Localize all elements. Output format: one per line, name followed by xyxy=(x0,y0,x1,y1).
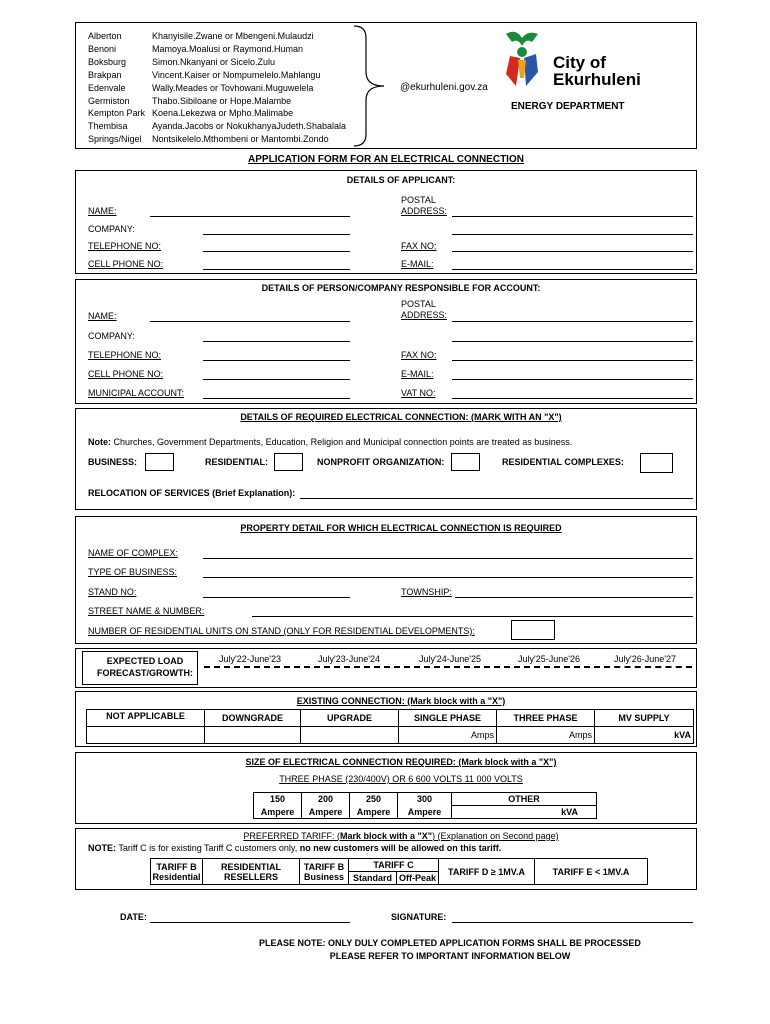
size-heading: SIZE OF ELECTRICAL CONNECTION REQUIRED: (Mark block with a "X") xyxy=(245,757,557,767)
complexes-label: RESIDENTIAL COMPLEXES: xyxy=(502,457,624,467)
complex-name-label: NAME OF COMPLEX: xyxy=(88,548,179,558)
account-cell-label: CELL PHONE NO: xyxy=(88,369,164,379)
contact-area: Kempton Park xyxy=(88,108,146,119)
account-company-label: COMPANY: xyxy=(88,331,135,341)
relocation-label: RELOCATION OF SERVICES (Brief Explanation): xyxy=(88,488,296,498)
existing-connection-table xyxy=(86,709,694,744)
business-label: BUSINESS: xyxy=(88,457,138,467)
applicant-company-label: COMPANY: xyxy=(88,224,135,234)
contact-names: Koena.Lekezwa or Mpho.Malimabe xyxy=(152,108,294,119)
tariff-note-bold: no new customers will be allowed on this tariff. xyxy=(299,843,502,853)
tariff-heading xyxy=(75,831,727,841)
applicant-fax-label: FAX NO: xyxy=(401,241,437,251)
applicant-email-label: E-MAIL: xyxy=(401,259,434,269)
applicant-section xyxy=(75,170,697,274)
stand-label: STAND NO: xyxy=(88,587,137,597)
account-name-field[interactable] xyxy=(150,321,350,322)
account-telephone-label: TELEPHONE NO: xyxy=(88,350,162,360)
tariff-b-bus-line2: Business xyxy=(303,871,345,882)
signature-label: SIGNATURE: xyxy=(391,912,447,922)
forecast-year-3: July'24-June'25 xyxy=(419,654,481,664)
three-phase-cell[interactable]: Amps xyxy=(497,727,595,744)
tariff-e[interactable]: TARIFF E < 1MV.A xyxy=(535,859,648,885)
account-fax-field[interactable] xyxy=(452,360,693,361)
street-field[interactable] xyxy=(252,616,693,617)
forecast-field-3[interactable] xyxy=(404,666,500,668)
tariff-c: TARIFF C xyxy=(349,859,439,872)
contact-row xyxy=(88,44,303,54)
downgrade-cell[interactable] xyxy=(205,727,301,744)
residential-label: RESIDENTIAL: xyxy=(205,457,268,467)
size-200[interactable]: 200 xyxy=(302,793,350,806)
township-label: TOWNSHIP: xyxy=(401,587,452,597)
forecast-year-4: July'25-June'26 xyxy=(518,654,580,664)
account-fax-label: FAX NO: xyxy=(401,350,437,360)
tariff-d[interactable]: TARIFF D ≥ 1MV.A xyxy=(439,859,535,885)
account-heading: DETAILS OF PERSON/COMPANY RESPONSIBLE FOR ACCOUNT: xyxy=(261,283,541,293)
street-label: STREET NAME & NUMBER: xyxy=(88,606,205,616)
tariff-c-offpeak[interactable]: Off-Peak xyxy=(397,872,439,885)
applicant-company-field[interactable] xyxy=(203,234,350,235)
account-company-field[interactable] xyxy=(203,341,350,342)
size-200-unit: Ampere xyxy=(302,806,350,819)
account-postal-field-2[interactable] xyxy=(452,341,693,342)
contact-names: Nontsikelelo.Mthombeni or Mantombi.Zondo xyxy=(152,134,329,145)
size-250-unit: Ampere xyxy=(350,806,398,819)
tariff-note-text: Tariff C is for existing Tariff C customers only, xyxy=(118,843,298,853)
applicant-telephone-label: TELEPHONE NO: xyxy=(88,241,162,251)
tariff-heading-post: ) (Explanation on Second page) xyxy=(432,831,559,841)
applicant-postal-field[interactable] xyxy=(452,216,693,217)
account-vat-field[interactable] xyxy=(452,398,693,399)
stand-field[interactable] xyxy=(203,597,350,598)
account-postal-label-2: ADDRESS: xyxy=(401,310,448,320)
tariff-b-business[interactable] xyxy=(300,859,349,885)
residential-checkbox[interactable] xyxy=(274,453,303,471)
forecast-label-1: EXPECTED LOAD xyxy=(106,656,184,666)
forecast-year-1: July'22-June'23 xyxy=(219,654,281,664)
date-field[interactable] xyxy=(150,922,350,923)
tariff-table xyxy=(150,858,648,885)
size-300[interactable]: 300 xyxy=(398,793,452,806)
account-postal-field[interactable] xyxy=(452,321,693,322)
applicant-postal-label-1: POSTAL xyxy=(401,195,436,205)
account-cell-field[interactable] xyxy=(203,379,350,380)
applicant-cell-field[interactable] xyxy=(203,269,350,270)
units-field[interactable] xyxy=(511,620,555,640)
forecast-year-5: July'26-June'27 xyxy=(614,654,676,664)
contact-area: Benoni xyxy=(88,43,117,54)
nonprofit-checkbox[interactable] xyxy=(451,453,480,471)
contact-row xyxy=(88,83,313,93)
tariff-b-bus-line1: TARIFF B xyxy=(303,861,345,872)
tariff-note xyxy=(88,843,501,853)
applicant-email-field[interactable] xyxy=(452,269,693,270)
tariff-resellers-line2: RESELLERS xyxy=(223,871,278,882)
contact-area: Germiston xyxy=(88,95,130,106)
forecast-field-1[interactable] xyxy=(204,666,300,668)
forecast-field-4[interactable] xyxy=(504,666,600,668)
tariff-resellers-line1: RESIDENTIAL xyxy=(220,861,281,872)
connection-note-label: Note: xyxy=(88,437,111,447)
nonprofit-label: NONPROFIT ORGANIZATION: xyxy=(317,457,445,467)
tariff-b-res-line2: Residential xyxy=(152,871,201,882)
account-name-label: NAME: xyxy=(88,311,117,321)
contact-area: Thembisa xyxy=(88,121,128,132)
existing-heading: EXISTING CONNECTION: (Mark block with a "X") xyxy=(296,696,506,706)
complexes-checkbox[interactable] xyxy=(640,453,673,473)
size-other-unit: kVA xyxy=(452,806,597,819)
contact-names: Simon.Nkanyani or Sicelo.Zulu xyxy=(152,56,276,67)
tariff-heading-bold: Mark block with a "X" xyxy=(340,831,433,841)
complex-name-field[interactable] xyxy=(203,558,693,559)
size-300-unit: Ampere xyxy=(398,806,452,819)
forecast-label-2: FORECAST/GROWTH: xyxy=(97,668,193,678)
account-email-label: E-MAIL: xyxy=(401,369,434,379)
applicant-fax-field[interactable] xyxy=(452,251,693,252)
account-municipal-field[interactable] xyxy=(203,398,350,399)
tariff-resellers[interactable] xyxy=(203,859,300,885)
email-domain: @ekurhuleni.gov.za xyxy=(400,82,488,93)
size-150[interactable]: 150 xyxy=(254,793,302,806)
size-150-unit: Ampere xyxy=(254,806,302,819)
date-label: DATE: xyxy=(120,912,147,922)
contact-row xyxy=(88,121,346,131)
contact-names: Thabo.Sibiloane or Hope.Malambe xyxy=(152,95,292,106)
contact-area: Edenvale xyxy=(88,82,126,93)
property-heading: PROPERTY DETAIL FOR WHICH ELECTRICAL CONNECTION IS REQUIRED xyxy=(240,523,562,533)
not-applicable-cell[interactable] xyxy=(87,727,205,744)
forecast-year-2: July'23-June'24 xyxy=(318,654,380,664)
signature-field[interactable] xyxy=(452,922,693,923)
size-250[interactable]: 250 xyxy=(350,793,398,806)
contact-names: Khanyisile.Zwane or Mbengeni.Mulaudzi xyxy=(152,31,314,41)
city-logo-icon xyxy=(498,28,548,90)
connection-note xyxy=(88,437,572,447)
business-type-field[interactable] xyxy=(203,577,693,578)
mv-supply-cell[interactable]: kVA xyxy=(595,727,694,744)
size-table xyxy=(253,792,597,819)
contact-names: Mamoya.Moalusi or Raymond.Human xyxy=(152,43,304,54)
forecast-field-5[interactable] xyxy=(604,666,692,668)
contact-names: Ayanda.Jacobs or NokukhanyaJudeth.Shabalala xyxy=(152,121,346,132)
upgrade-cell[interactable] xyxy=(301,727,399,744)
footer-note-2: PLEASE REFER TO IMPORTANT INFORMATION BELOW xyxy=(329,951,571,961)
contact-names: Vincent.Kaiser or Nompumelelo.Mahlangu xyxy=(152,69,321,80)
applicant-postal-field-2[interactable] xyxy=(452,234,693,235)
tariff-note-label: NOTE: xyxy=(88,843,116,853)
contact-row xyxy=(88,134,329,144)
contact-area: Alberton xyxy=(88,31,122,41)
single-phase-cell[interactable]: Amps xyxy=(399,727,497,744)
applicant-heading: DETAILS OF APPLICANT: xyxy=(346,175,456,185)
contact-area: Springs/Nigel xyxy=(88,134,142,145)
contact-row xyxy=(88,57,275,67)
applicant-telephone-field[interactable] xyxy=(203,251,350,252)
contact-names: Wally.Meades or Tovhowani.Muguwelela xyxy=(152,82,314,93)
footer-note-1: PLEASE NOTE: ONLY DULY COMPLETED APPLICATION FORMS SHALL BE PROCESSED xyxy=(259,938,641,948)
business-checkbox[interactable] xyxy=(145,453,174,471)
account-telephone-field[interactable] xyxy=(203,360,350,361)
downgrade-label: DOWNGRADE xyxy=(205,710,301,727)
contact-row xyxy=(88,70,320,80)
contact-row xyxy=(88,31,314,41)
form-title: APPLICATION FORM FOR AN ELECTRICAL CONNECTION xyxy=(248,154,524,165)
applicant-postal-label-2: ADDRESS: xyxy=(401,206,448,216)
account-email-field[interactable] xyxy=(452,379,693,380)
not-applicable-label: NOT APPLICABLE xyxy=(87,710,205,727)
contact-row xyxy=(88,96,291,106)
contact-area: Brakpan xyxy=(88,69,122,80)
upgrade-label: UPGRADE xyxy=(301,710,399,727)
connection-note-text: Churches, Government Departments, Education, Religion and Municipal connection points are treated as business. xyxy=(113,437,573,447)
logo-city-of: City of xyxy=(553,53,606,72)
three-phase-label: THREE PHASE xyxy=(497,710,595,727)
tariff-heading-pre: PREFERRED TARIFF: ( xyxy=(243,831,340,841)
size-other[interactable]: OTHER xyxy=(452,793,597,806)
applicant-name-label: NAME: xyxy=(88,206,117,216)
single-phase-label: SINGLE PHASE xyxy=(399,710,497,727)
tariff-b-res-line1: TARIFF B xyxy=(156,861,197,872)
account-vat-label: VAT NO: xyxy=(401,388,436,398)
relocation-field[interactable] xyxy=(300,498,693,499)
connection-heading: DETAILS OF REQUIRED ELECTRICAL CONNECTION: (MARK WITH AN "X") xyxy=(240,412,562,422)
tariff-c-standard[interactable]: Standard xyxy=(349,872,397,885)
business-type-label: TYPE OF BUSINESS: xyxy=(88,567,178,577)
logo-ekurhuleni: Ekurhuleni xyxy=(553,70,641,89)
forecast-field-2[interactable] xyxy=(304,666,400,668)
account-municipal-label: MUNICIPAL ACCOUNT: xyxy=(88,388,185,398)
contact-area: Boksburg xyxy=(88,56,127,67)
account-postal-label-1: POSTAL xyxy=(401,299,436,309)
size-subheading: THREE PHASE (230/400V) OR 6 600 VOLTS 11 000 VOLTS xyxy=(279,774,523,784)
property-section xyxy=(75,516,697,644)
contact-row xyxy=(88,108,293,118)
township-field[interactable] xyxy=(455,597,693,598)
tariff-b-residential[interactable] xyxy=(151,859,203,885)
applicant-cell-label: CELL PHONE NO: xyxy=(88,259,164,269)
brace-icon xyxy=(352,24,392,148)
units-label: NUMBER OF RESIDENTIAL UNITS ON STAND (ONLY FOR RESIDENTIAL DEVELOPMENTS): xyxy=(88,626,475,636)
mv-supply-label: MV SUPPLY xyxy=(595,710,694,727)
applicant-name-field[interactable] xyxy=(150,216,350,217)
department-name: ENERGY DEPARTMENT xyxy=(511,101,625,112)
